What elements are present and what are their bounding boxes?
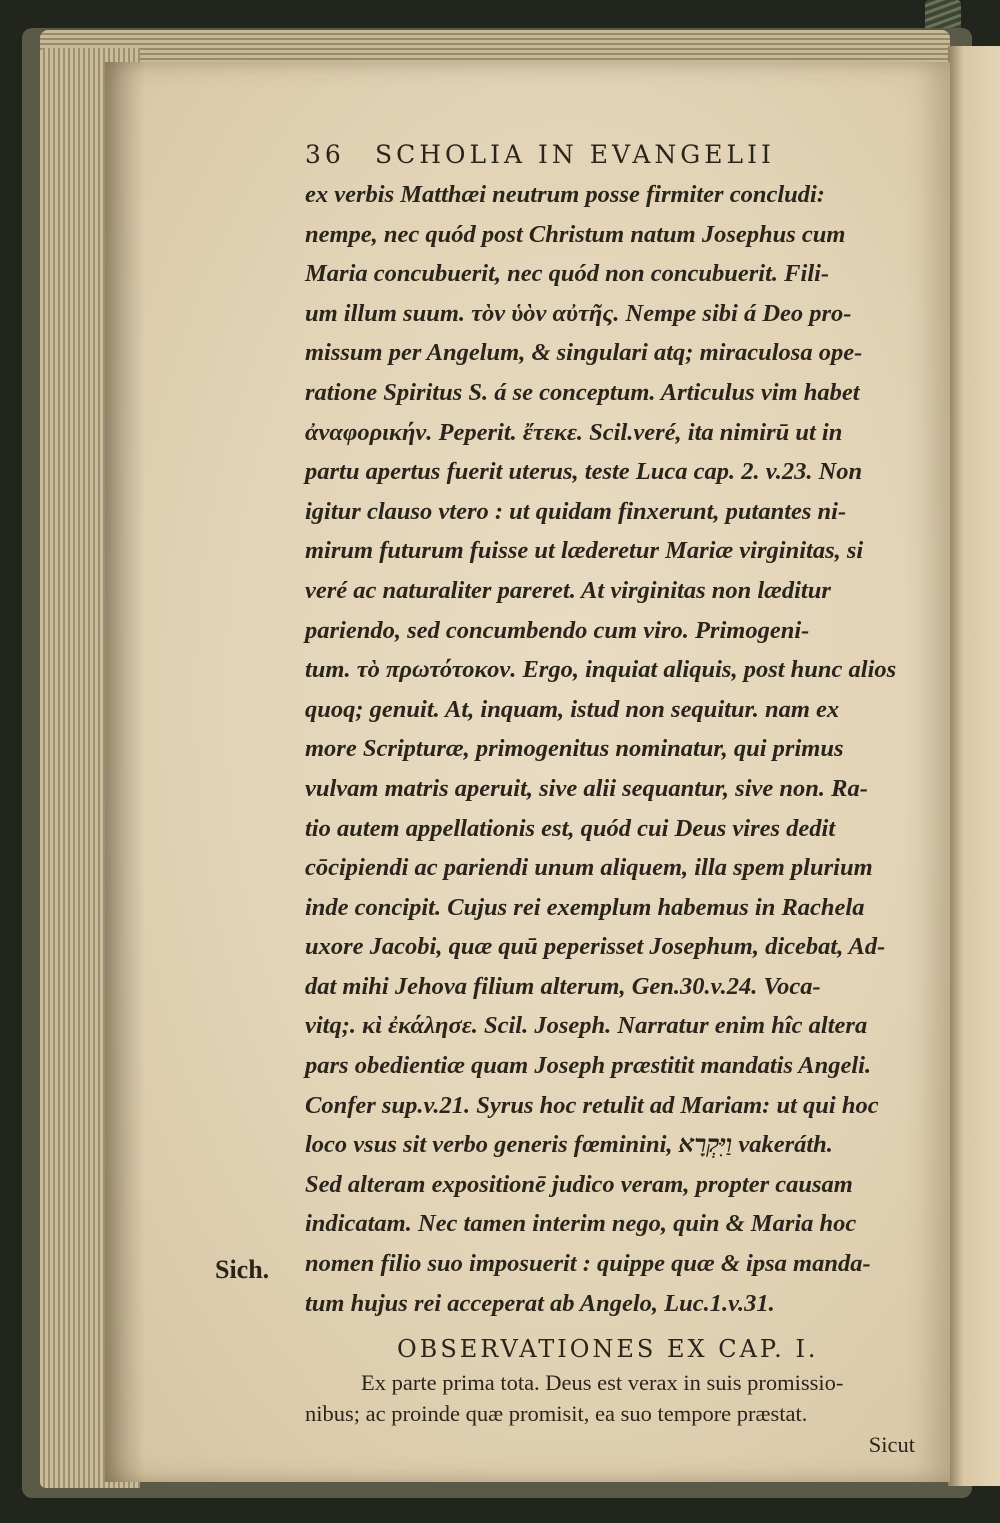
page-content <box>305 140 925 1460</box>
text-line: Sed alteram expositionē judico veram, propter causam <box>305 1170 853 1198</box>
text-line: vulvam matris aperuit, sive alii sequantur, sive non. Ra- <box>305 774 868 802</box>
text-line: partu apertus fuerit uterus, teste Luca cap. 2. v.23. Non <box>305 458 863 486</box>
text-line: tum hujus rei acceperat ab Angelo, Luc.1.v.31. <box>305 1289 775 1317</box>
text-line: ex verbis Matthæi neutrum posse firmiter concludi: <box>305 181 825 208</box>
text-line: inde concipit. Cujus rei exemplum habemus in Rachela <box>305 893 865 921</box>
body-text <box>305 175 925 1323</box>
text-line: ἀναφορικήν. Peperit. ἔτεκε. Scil.veré, ita nimirū ut in <box>305 418 843 446</box>
observation-line: nibus; ac proinde quæ promisit, ea suo tempore præstat. <box>305 1401 808 1427</box>
text-line: tio autem appellationis est, quód cui Deus vires dedit <box>305 814 836 842</box>
observation-line: Ex parte prima tota. Deus est verax in suis promissio- <box>361 1370 844 1396</box>
text-line: more Scripturæ, primogenitus nominatur, qui primus <box>305 735 844 763</box>
text-line: uxore Jacobi, quæ quū peperisset Josephum, dicebat, Ad- <box>305 933 886 961</box>
text-line: um illum suum. τὸν ὑὸν αὐτῆς. Nempe sibi á Deo pro- <box>305 299 852 327</box>
catchword: Sicut <box>868 1432 915 1458</box>
facing-page-edge <box>948 46 1000 1486</box>
text-line: loco vsus sit verbo generis fœminini, וַיִּקְרָא vakeráth. <box>305 1131 833 1159</box>
text-line: quoq; genuit. At, inquam, istud non sequitur. nam ex <box>305 695 840 723</box>
text-line: pariendo, sed concumbendo cum viro. Primogeni- <box>305 616 810 644</box>
text-line: veré ac naturaliter pareret. At virginitas non læditur <box>305 576 831 604</box>
text-line: missum per Angelum, & singulari atq; miraculosa ope- <box>305 339 863 367</box>
section-heading: OBSERVATIONES EX CAP. I. <box>397 1335 819 1364</box>
text-line: indicatam. Nec tamen interim nego, quin & Maria hoc <box>305 1210 857 1238</box>
text-line: mirum futurum fuisse ut læderetur Mariæ virginitas, si <box>305 537 864 565</box>
gutter-shadow <box>105 62 145 1482</box>
text-line: Confer sup.v.21. Syrus hoc retulit ad Mariam: ut qui hoc <box>305 1091 879 1119</box>
text-line: cōcipiendi ac pariendi unum aliquem, illa spem plurium <box>305 854 873 882</box>
text-line: igitur clauso vtero : ut quidam finxerunt, putantes ni- <box>305 497 847 525</box>
page-header <box>305 140 925 169</box>
running-head: SCHOLIA IN EVANGELII <box>375 140 775 169</box>
text-line: Maria concubuerit, nec quód non concubuerit. Fili- <box>305 260 830 288</box>
margin-note: Sich. <box>215 1255 270 1284</box>
text-line: ratione Spiritus S. á se conceptum. Articulus vim habet <box>305 378 860 406</box>
page-number: 36 <box>305 140 345 169</box>
text-line: tum. τὸ πρωτότοκον. Ergo, inquiat aliquis, post hunc alios <box>305 656 897 684</box>
text-line: nempe, nec quód post Christum natum Josephus cum <box>305 220 846 248</box>
text-line: vitq;. κὶ ἐκάλησε. Scil. Joseph. Narratur enim hîc altera <box>305 1012 868 1040</box>
text-line: nomen filio suo imposuerit : quippe quæ & ipsa manda- <box>305 1250 871 1278</box>
text-line: pars obedientiæ quam Joseph præstitit mandatis Angeli. <box>305 1052 872 1080</box>
text-line: dat mihi Jehova filium alterum, Gen.30.v.24. Voca- <box>305 972 821 1000</box>
